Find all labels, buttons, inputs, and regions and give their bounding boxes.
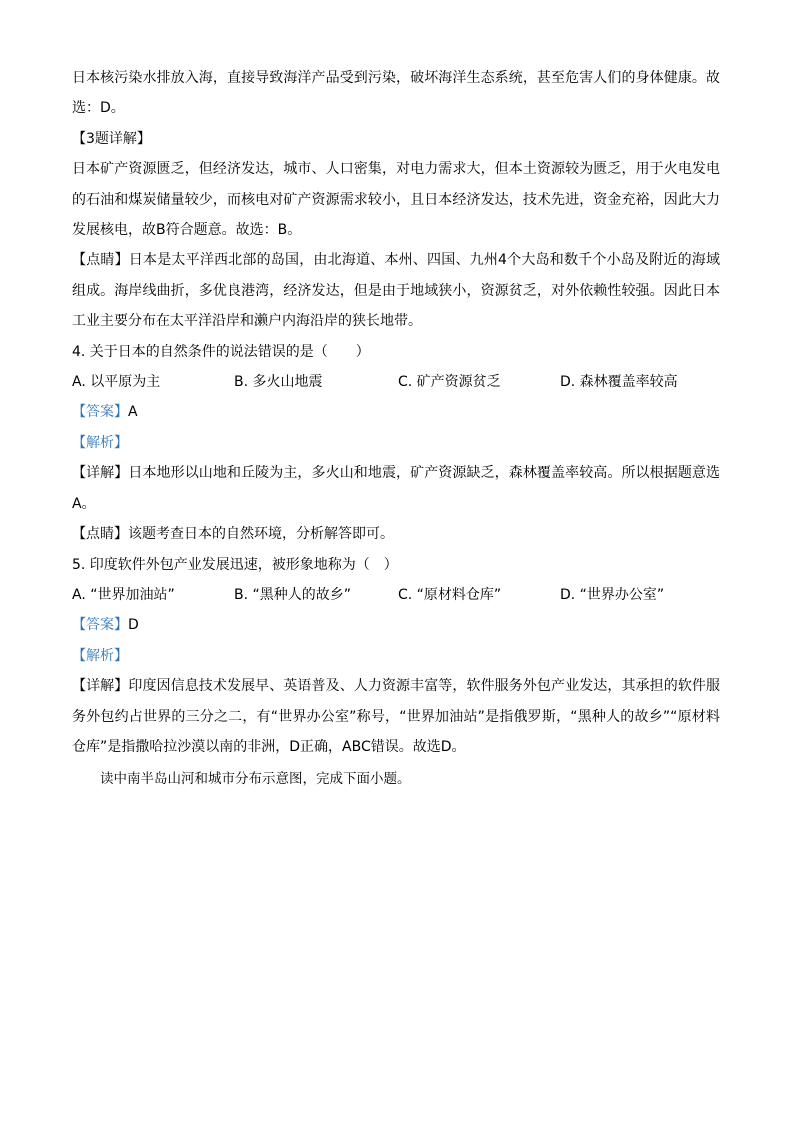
- q4-option-d: D. 森林覆盖率较高: [560, 374, 678, 391]
- q5-analysis-label: 【解析】: [72, 647, 128, 664]
- paragraph-q2-conclusion: 日本核污染水排放入海，直接导致海洋产品受到污染，破坏海洋生态系统，甚至危害人们的身体健康。故选：D。: [72, 70, 720, 117]
- q5-answer: [72, 610, 720, 640]
- q4-option-c: C. 矿产资源贫乏: [398, 374, 501, 391]
- q4-answer: [72, 397, 720, 427]
- q5-option-a: A. “世界加油站”: [72, 586, 175, 603]
- q4-note: 【点睛】该题考查日本的自然环境，分析解答即可。: [72, 526, 394, 543]
- q5-option-d: D. “世界办公室”: [560, 586, 665, 603]
- q5-option-c: C. “原材料仓库”: [398, 586, 502, 603]
- q5-detail: 【详解】印度因信息技术发展早、英语普及、人力资源丰富等，软件服务外包产业发达，其承担的软件服务外包约占世界的三分之二，有“世界办公室”称号，“世界加油站”是指俄罗斯，“黑种人的故乡”“原材料仓库”是指撒哈拉沙漠以南的非洲，D正确，ABC错误。故选D。: [72, 678, 720, 755]
- q4-answer-label: 【答案】: [72, 404, 128, 421]
- q4-option-b: B. 多火山地震: [234, 374, 323, 391]
- question-5-options: [72, 580, 720, 610]
- question-5-stem: 5. 印度软件外包产业发展迅速，被形象地称为（ ）: [72, 556, 398, 573]
- question-4-options: [72, 367, 720, 397]
- q4-detail: 【详解】日本地形以山地和丘陵为主，多火山和地震，矿产资源缺乏，森林覆盖率较高。所以根据题意选A。: [72, 465, 720, 512]
- paragraph-q3-note: 【点睛】日本是太平洋西北部的岛国，由北海道、本州、四国、九州4个大岛和数千个小岛及附近的海域组成。海岸线曲折，多优良港湾，经济发达，但是由于地域狭小，资源贫乏，对外依赖性较强。因此日本工业主要分布在太平洋沿岸和濑户内海沿岸的狭长地带。: [72, 252, 720, 330]
- paragraph-q3-detail: 日本矿产资源匮乏，但经济发达，城市、人口密集，对电力需求大，但本土资源较为匮乏，用于火电发电的石油和煤炭储量较少，而核电对矿产资源需求较小，且日本经济发达，技术先进，资金充裕，因此大力发展核电，故B符合题意。故选：B。: [72, 161, 720, 239]
- q4-option-a: A. 以平原为主: [72, 374, 161, 391]
- heading-q3-detail: 【3题详解】: [72, 130, 151, 147]
- q5-option-b: B. “黑种人的故乡”: [234, 586, 352, 603]
- q4-answer-value: A: [128, 404, 138, 421]
- q5-answer-label: 【答案】: [72, 617, 128, 634]
- page-content: [72, 63, 720, 795]
- question-4-stem: 4. 关于日本的自然条件的说法错误的是（ ）: [72, 343, 370, 360]
- q5-answer-value: D: [128, 617, 139, 634]
- section-intro: 读中南半岛山河和城市分布示意图，完成下面小题。: [100, 771, 411, 788]
- q4-analysis-label: 【解析】: [72, 434, 128, 451]
